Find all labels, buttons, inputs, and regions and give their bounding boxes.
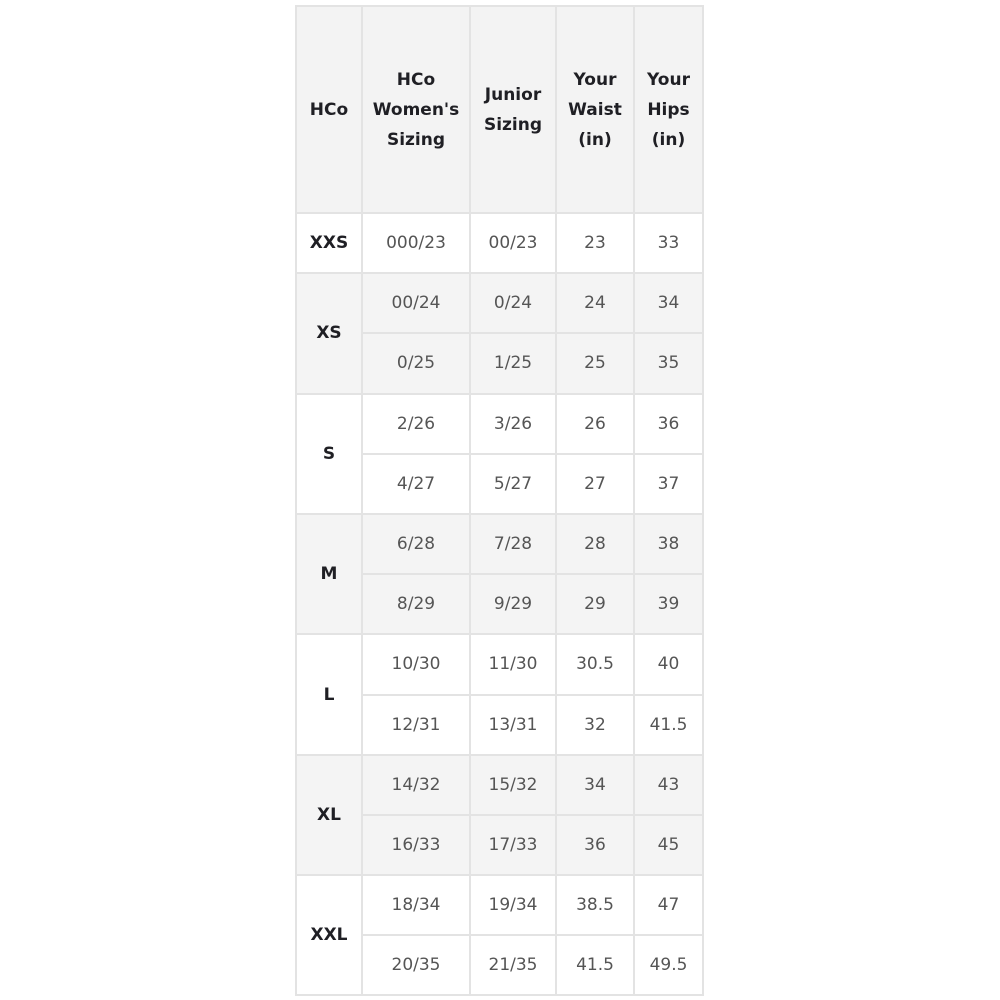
junior-size-cell: 19/34 — [470, 875, 556, 935]
header-junior-sizing: Junior Sizing — [470, 6, 556, 213]
hips-cell: 38 — [634, 514, 703, 574]
table-header — [296, 6, 703, 213]
hips-cell: 33 — [634, 213, 703, 273]
hips-cell: 36 — [634, 394, 703, 454]
waist-cell: 26 — [556, 394, 634, 454]
womens-size-cell: 20/35 — [362, 935, 470, 995]
waist-cell: 41.5 — [556, 935, 634, 995]
womens-size-cell: 6/28 — [362, 514, 470, 574]
womens-size-cell: 18/34 — [362, 875, 470, 935]
waist-cell: 28 — [556, 514, 634, 574]
hips-cell: 40 — [634, 634, 703, 694]
junior-size-cell: 11/30 — [470, 634, 556, 694]
size-group-l — [296, 634, 703, 754]
waist-cell: 27 — [556, 454, 634, 514]
womens-size-cell: 14/32 — [362, 755, 470, 815]
hips-cell: 47 — [634, 875, 703, 935]
header-womens-sizing: HCo Women's Sizing — [362, 6, 470, 213]
size-group-xl — [296, 755, 703, 875]
junior-size-cell: 7/28 — [470, 514, 556, 574]
junior-size-cell: 3/26 — [470, 394, 556, 454]
size-label: XL — [296, 755, 362, 875]
junior-size-cell: 17/33 — [470, 815, 556, 875]
junior-size-cell: 1/25 — [470, 333, 556, 393]
table-row — [296, 755, 703, 815]
hips-cell: 49.5 — [634, 935, 703, 995]
junior-size-cell: 0/24 — [470, 273, 556, 333]
junior-size-cell: 9/29 — [470, 574, 556, 634]
waist-cell: 24 — [556, 273, 634, 333]
table-row — [296, 875, 703, 935]
waist-cell: 38.5 — [556, 875, 634, 935]
header-hips: Your Hips (in) — [634, 6, 703, 213]
waist-cell: 29 — [556, 574, 634, 634]
waist-cell: 30.5 — [556, 634, 634, 694]
table-row — [296, 273, 703, 333]
womens-size-cell: 4/27 — [362, 454, 470, 514]
womens-size-cell: 2/26 — [362, 394, 470, 454]
waist-cell: 23 — [556, 213, 634, 273]
size-label: XXL — [296, 875, 362, 995]
table-row — [296, 514, 703, 574]
womens-size-cell: 10/30 — [362, 634, 470, 694]
size-label: S — [296, 394, 362, 514]
womens-size-cell: 00/24 — [362, 273, 470, 333]
womens-size-cell: 12/31 — [362, 695, 470, 755]
waist-cell: 36 — [556, 815, 634, 875]
table-row — [296, 394, 703, 454]
size-group-xxs — [296, 213, 703, 273]
header-hco: HCo — [296, 6, 362, 213]
header-waist: Your Waist (in) — [556, 6, 634, 213]
size-chart-table — [295, 5, 704, 996]
size-group-s — [296, 394, 703, 514]
junior-size-cell: 21/35 — [470, 935, 556, 995]
hips-cell: 37 — [634, 454, 703, 514]
junior-size-cell: 00/23 — [470, 213, 556, 273]
table-row — [296, 213, 703, 273]
waist-cell: 32 — [556, 695, 634, 755]
size-label: XS — [296, 273, 362, 393]
waist-cell: 25 — [556, 333, 634, 393]
womens-size-cell: 8/29 — [362, 574, 470, 634]
waist-cell: 34 — [556, 755, 634, 815]
table-row — [296, 634, 703, 694]
size-label: XXS — [296, 213, 362, 273]
size-label: M — [296, 514, 362, 634]
header-row — [296, 6, 703, 213]
size-group-xs — [296, 273, 703, 393]
hips-cell: 39 — [634, 574, 703, 634]
size-group-xxl — [296, 875, 703, 995]
womens-size-cell: 16/33 — [362, 815, 470, 875]
hips-cell: 45 — [634, 815, 703, 875]
hips-cell: 43 — [634, 755, 703, 815]
junior-size-cell: 15/32 — [470, 755, 556, 815]
hips-cell: 35 — [634, 333, 703, 393]
size-group-m — [296, 514, 703, 634]
junior-size-cell: 5/27 — [470, 454, 556, 514]
hips-cell: 41.5 — [634, 695, 703, 755]
junior-size-cell: 13/31 — [470, 695, 556, 755]
womens-size-cell: 0/25 — [362, 333, 470, 393]
hips-cell: 34 — [634, 273, 703, 333]
size-label: L — [296, 634, 362, 754]
womens-size-cell: 000/23 — [362, 213, 470, 273]
